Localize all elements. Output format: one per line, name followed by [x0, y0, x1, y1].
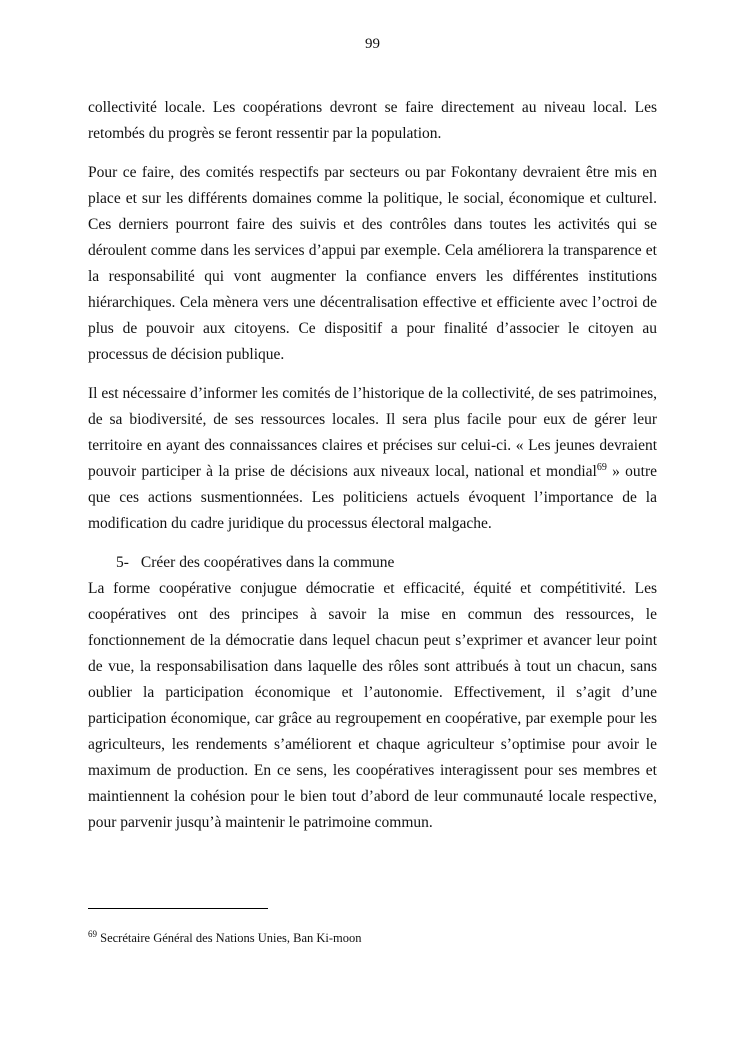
paragraph: La forme coopérative conjugue démocratie et efficacité, équité et compétitivité. Les coopératives ont des principes à savoir la mise en commun des ressources, le fonctionnement de la démocratie dans lequel chacun peut s’exprimer et avancer leur point de vue, la responsabilisation dans laquelle des rôles sont attribués à tout un chacun, sans oublier la participation économique et l’autonomie. Effectivement, il s’agit d’une participation économique, car grâce au regroupement en coopérative, par exemple pour les agriculteurs, les rendements s’améliorent et chaque agriculteur s’optimise pour avoir le maximum de production. En ce sens, les coopératives interagissent pour ses membres et maintiennent la cohésion pour le bien tout d’abord de leur communauté locale respective, pour parvenir jusqu’à maintenir le patrimoine commun.	[88, 580, 657, 831]
paragraph	[88, 381, 657, 537]
page-number: 99	[365, 36, 380, 52]
section-heading	[88, 550, 657, 576]
page-content	[88, 95, 657, 849]
footnote-marker: 69	[88, 928, 97, 939]
footnote-reference: 69	[596, 461, 607, 473]
footnote	[88, 929, 657, 947]
paragraph-text: » outre que ces actions susmentionnées. Les politiciens actuels évoquent l’importance de la modification du cadre juridique du processus électoral malgache.	[88, 463, 657, 532]
footnote-area	[88, 908, 657, 947]
section-number: 5-	[116, 554, 129, 571]
section-title: Créer des coopératives dans la commune	[140, 554, 395, 571]
paragraph-text: Il est nécessaire d’informer les comités de l’historique de la collectivité, de ses patrimoines, de sa biodiversité, de ses ressources locales. Il sera plus facile pour eux de gérer leur territoire en ayant des connaissances claires et précises sur celui-ci. « Les jeunes devraient pouvoir participer à la prise de décisions aux niveaux local, national et mondial	[88, 385, 657, 480]
paragraph: Pour ce faire, des comités respectifs par secteurs ou par Fokontany devraient être mis en place et sur les différents domaines comme la politique, le social, économique et culturel. Ces derniers pourront faire des suivis et des contrôles dans toutes les activités qui se déroulent comme dans les services d’appui par exemple. Cela améliorera la transparence et la responsabilité qui vont augmenter la confiance envers les différentes institutions hiérarchiques. Cela mènera vers une décentralisation effective et efficiente avec l’octroi de plus de pouvoir aux citoyens. Ce dispositif a pour finalité d’associer le citoyen au processus de décision publique.	[88, 164, 657, 363]
footnote-separator	[88, 908, 268, 909]
footnote-content: Secrétaire Général des Nations Unies, Ban Ki-moon	[100, 931, 362, 945]
paragraph: collectivité locale. Les coopérations devront se faire directement au niveau local. Les retombés du progrès se feront ressentir par la population.	[88, 99, 657, 142]
